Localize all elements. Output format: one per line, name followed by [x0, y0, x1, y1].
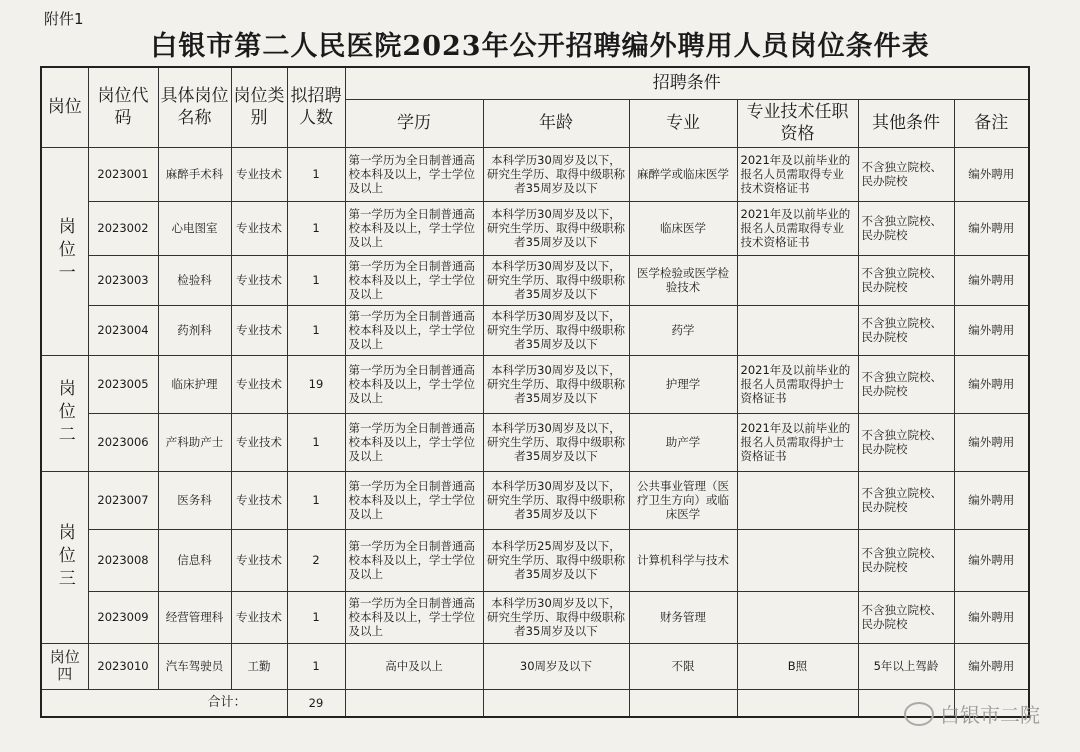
cell-age: 本科学历30周岁及以下，研究生学历、取得中级职称者35周岁及以下 [483, 201, 629, 255]
table-row [41, 591, 1029, 643]
cell-age: 本科学历30周岁及以下，研究生学历、取得中级职称者35周岁及以下 [483, 591, 629, 643]
header-code: 岗位代码 [88, 67, 158, 147]
cell-count: 1 [287, 471, 345, 529]
cell-code: 2023004 [88, 305, 158, 355]
cell-qualification: B照 [737, 643, 858, 689]
cell-education: 第一学历为全日制普通高校本科及以上，学士学位及以上 [345, 471, 483, 529]
table-row [41, 529, 1029, 591]
cell-other: 不含独立院校、民办院校 [858, 413, 954, 471]
cell-remark: 编外聘用 [954, 305, 1029, 355]
table-row [41, 255, 1029, 305]
cell-name: 汽车驾驶员 [158, 643, 231, 689]
header-name: 具体岗位名称 [158, 67, 231, 147]
header-count: 拟招聘人数 [287, 67, 345, 147]
cell-code: 2023001 [88, 147, 158, 201]
cell-qualification [737, 591, 858, 643]
cell-major: 麻醉学或临床医学 [629, 147, 737, 201]
cell-other: 不含独立院校、民办院校 [858, 147, 954, 201]
table-row [41, 147, 1029, 201]
wechat-logo-icon [904, 702, 934, 726]
header-education: 学历 [345, 99, 483, 147]
attachment-label: 附件1 [44, 10, 84, 28]
cell-education: 高中及以上 [345, 643, 483, 689]
recruitment-table [40, 66, 1030, 718]
cell-education: 第一学历为全日制普通高校本科及以上，学士学位及以上 [345, 201, 483, 255]
cell-major: 药学 [629, 305, 737, 355]
cell-remark: 编外聘用 [954, 643, 1029, 689]
cell-category: 专业技术 [231, 471, 287, 529]
cell-age: 30周岁及以下 [483, 643, 629, 689]
cell-major: 临床医学 [629, 201, 737, 255]
cell-qualification: 2021年及以前毕业的报名人员需取得专业技术资格证书 [737, 201, 858, 255]
cell-major: 医学检验或医学检验技术 [629, 255, 737, 305]
cell-remark: 编外聘用 [954, 591, 1029, 643]
cell-major: 计算机科学与技术 [629, 529, 737, 591]
cell-age: 本科学历30周岁及以下，研究生学历、取得中级职称者35周岁及以下 [483, 147, 629, 201]
cell-major: 不限 [629, 643, 737, 689]
cell-code: 2023010 [88, 643, 158, 689]
header-post: 岗位 [41, 67, 88, 147]
cell-qualification [737, 305, 858, 355]
cell-education: 第一学历为全日制普通高校本科及以上，学士学位及以上 [345, 255, 483, 305]
cell-other: 不含独立院校、民办院校 [858, 529, 954, 591]
cell-name: 临床护理 [158, 355, 231, 413]
cell-education: 第一学历为全日制普通高校本科及以上，学士学位及以上 [345, 529, 483, 591]
cell-empty [483, 689, 629, 717]
cell-age: 本科学历25周岁及以下，研究生学历、取得中级职称者35周岁及以下 [483, 529, 629, 591]
header-other: 其他条件 [858, 99, 954, 147]
cell-code: 2023003 [88, 255, 158, 305]
cell-name: 检验科 [158, 255, 231, 305]
cell-remark: 编外聘用 [954, 355, 1029, 413]
cell-other: 不含独立院校、民办院校 [858, 201, 954, 255]
cell-remark: 编外聘用 [954, 147, 1029, 201]
watermark-text: 白银市二院 [940, 703, 1040, 727]
cell-empty [737, 689, 858, 717]
cell-count: 19 [287, 355, 345, 413]
cell-major: 财务管理 [629, 591, 737, 643]
cell-category: 专业技术 [231, 591, 287, 643]
cell-education: 第一学历为全日制普通高校本科及以上，学士学位及以上 [345, 591, 483, 643]
total-value: 29 [287, 689, 345, 717]
cell-remark: 编外聘用 [954, 471, 1029, 529]
header-qualification: 专业技术任职资格 [737, 99, 858, 147]
cell-education: 第一学历为全日制普通高校本科及以上，学士学位及以上 [345, 147, 483, 201]
cell-other: 不含独立院校、民办院校 [858, 471, 954, 529]
cell-count: 1 [287, 413, 345, 471]
cell-name: 医务科 [158, 471, 231, 529]
cell-category: 专业技术 [231, 305, 287, 355]
cell-name: 产科助产士 [158, 413, 231, 471]
cell-code: 2023005 [88, 355, 158, 413]
cell-age: 本科学历30周岁及以下，研究生学历、取得中级职称者35周岁及以下 [483, 355, 629, 413]
header-conditions: 招聘条件 [345, 67, 1029, 99]
cell-major: 护理学 [629, 355, 737, 413]
total-label: 合计： [41, 689, 287, 717]
cell-count: 1 [287, 643, 345, 689]
cell-code: 2023008 [88, 529, 158, 591]
group-label-3: 岗位三 [41, 471, 88, 643]
table-row [41, 471, 1029, 529]
group-label-2: 岗位二 [41, 355, 88, 471]
cell-major: 公共事业管理（医疗卫生方向）或临床医学 [629, 471, 737, 529]
cell-count: 1 [287, 305, 345, 355]
header-category: 岗位类别 [231, 67, 287, 147]
cell-count: 1 [287, 255, 345, 305]
cell-remark: 编外聘用 [954, 255, 1029, 305]
cell-empty [629, 689, 737, 717]
cell-qualification [737, 471, 858, 529]
cell-qualification: 2021年及以前毕业的报名人员需取得护士资格证书 [737, 413, 858, 471]
header-remark: 备注 [954, 99, 1029, 147]
cell-category: 专业技术 [231, 529, 287, 591]
total-row [41, 689, 1029, 717]
cell-name: 药剂科 [158, 305, 231, 355]
cell-code: 2023009 [88, 591, 158, 643]
cell-name: 麻醉手术科 [158, 147, 231, 201]
cell-other: 不含独立院校、民办院校 [858, 255, 954, 305]
cell-remark: 编外聘用 [954, 201, 1029, 255]
watermark [904, 699, 1040, 728]
table-row [41, 413, 1029, 471]
cell-name: 经营管理科 [158, 591, 231, 643]
cell-age: 本科学历30周岁及以下，研究生学历、取得中级职称者35周岁及以下 [483, 255, 629, 305]
cell-other: 5年以上驾龄 [858, 643, 954, 689]
cell-remark: 编外聘用 [954, 529, 1029, 591]
header-major: 专业 [629, 99, 737, 147]
cell-empty [345, 689, 483, 717]
group-label-4: 岗位四 [41, 643, 88, 689]
document-title: 白银市第二人民医院2023年公开招聘编外聘用人员岗位条件表 [150, 31, 930, 62]
table-row [41, 355, 1029, 413]
cell-name: 信息科 [158, 529, 231, 591]
cell-major: 助产学 [629, 413, 737, 471]
cell-code: 2023007 [88, 471, 158, 529]
cell-education: 第一学历为全日制普通高校本科及以上，学士学位及以上 [345, 355, 483, 413]
cell-qualification [737, 529, 858, 591]
table-row [41, 201, 1029, 255]
cell-category: 专业技术 [231, 255, 287, 305]
cell-education: 第一学历为全日制普通高校本科及以上，学士学位及以上 [345, 305, 483, 355]
cell-education: 第一学历为全日制普通高校本科及以上，学士学位及以上 [345, 413, 483, 471]
cell-count: 1 [287, 591, 345, 643]
table-row [41, 305, 1029, 355]
cell-age: 本科学历30周岁及以下，研究生学历、取得中级职称者35周岁及以下 [483, 413, 629, 471]
table-row [41, 643, 1029, 689]
header-age: 年龄 [483, 99, 629, 147]
cell-remark: 编外聘用 [954, 413, 1029, 471]
cell-other: 不含独立院校、民办院校 [858, 591, 954, 643]
cell-category: 专业技术 [231, 147, 287, 201]
cell-category: 工勤 [231, 643, 287, 689]
cell-qualification: 2021年及以前毕业的报名人员需取得护士资格证书 [737, 355, 858, 413]
cell-category: 专业技术 [231, 413, 287, 471]
cell-name: 心电图室 [158, 201, 231, 255]
cell-other: 不含独立院校、民办院校 [858, 305, 954, 355]
cell-count: 2 [287, 529, 345, 591]
cell-qualification: 2021年及以前毕业的报名人员需取得专业技术资格证书 [737, 147, 858, 201]
cell-code: 2023002 [88, 201, 158, 255]
cell-age: 本科学历30周岁及以下，研究生学历、取得中级职称者35周岁及以下 [483, 305, 629, 355]
cell-other: 不含独立院校、民办院校 [858, 355, 954, 413]
cell-qualification [737, 255, 858, 305]
cell-age: 本科学历30周岁及以下，研究生学历、取得中级职称者35周岁及以下 [483, 471, 629, 529]
cell-count: 1 [287, 201, 345, 255]
group-label-1: 岗位一 [41, 147, 88, 355]
cell-category: 专业技术 [231, 355, 287, 413]
cell-code: 2023006 [88, 413, 158, 471]
cell-count: 1 [287, 147, 345, 201]
cell-category: 专业技术 [231, 201, 287, 255]
